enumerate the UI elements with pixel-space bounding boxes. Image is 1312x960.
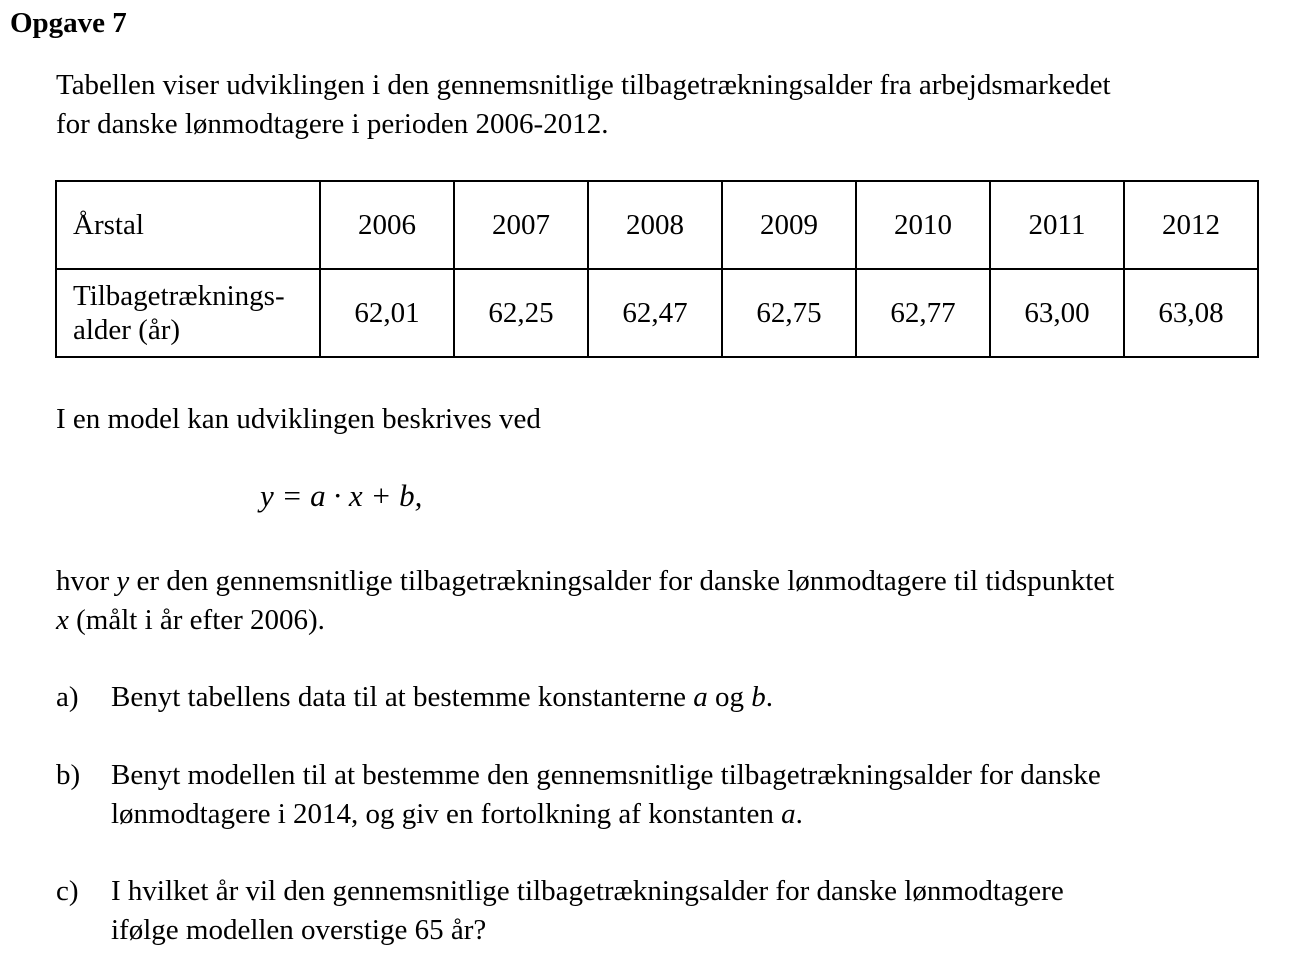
table-cell-year: 2007 <box>454 181 588 269</box>
table-cell-year: 2006 <box>320 181 454 269</box>
model-intro-text: I en model kan udviklingen beskrives ved <box>56 403 541 435</box>
explanation-line-1 <box>56 562 1114 601</box>
retirement-age-table <box>55 180 1259 358</box>
variable-b: b <box>751 681 766 713</box>
explanation-text: (målt i år efter 2006). <box>68 604 325 636</box>
question-text-part: . <box>795 798 803 830</box>
question-text-line-2: ifølge modellen overstige 65 år? <box>111 914 487 946</box>
variable-y: y <box>116 565 130 597</box>
exercise-heading: Opgave 7 <box>10 7 127 39</box>
intro-paragraph <box>56 66 1111 144</box>
intro-line-2: for danske lønmodtagere i perioden 2006-2012. <box>56 108 609 140</box>
model-formula: y = a · x + b, <box>260 478 423 513</box>
table-header-year: Årstal <box>56 181 320 269</box>
table-cell-age: 62,25 <box>454 269 588 357</box>
variable-x: x <box>56 604 69 636</box>
table-cell-age: 62,01 <box>320 269 454 357</box>
table-cell-year: 2012 <box>1124 181 1258 269</box>
question-text <box>111 756 1101 834</box>
table-cell-year: 2010 <box>856 181 990 269</box>
question-text-part: Benyt tabellens data til at bestemme konstanterne <box>111 681 694 713</box>
explanation-line-2 <box>56 601 1114 640</box>
table-cell-age: 63,00 <box>990 269 1124 357</box>
intro-line-1: Tabellen viser udviklingen i den gennemsnitlige tilbagetrækningsalder fra arbejdsmarkedet <box>56 69 1111 101</box>
variable-explanation <box>56 562 1114 640</box>
question-label: a) <box>56 681 79 713</box>
table-cell-age: 62,77 <box>856 269 990 357</box>
question-text <box>111 872 1064 950</box>
table-header-age-line-1: Tilbagetræknings- <box>73 280 285 312</box>
table-header-age-line-2: alder (år) <box>73 314 181 346</box>
question-text-line-1: I hvilket år vil den gennemsnitlige tilbagetrækningsalder for danske lønmodtagere <box>111 875 1064 907</box>
question-text-line-1: Benyt modellen til at bestemme den gennemsnitlige tilbagetrækningsalder for danske <box>111 759 1101 791</box>
question-label: b) <box>56 759 81 791</box>
table-row-years <box>56 181 1258 269</box>
question-text-part: lønmodtagere i 2014, og giv en fortolkning af konstanten <box>111 798 782 830</box>
table-cell-age: 62,75 <box>722 269 856 357</box>
table-cell-age: 62,47 <box>588 269 722 357</box>
table-cell-age: 63,08 <box>1124 269 1258 357</box>
question-text <box>111 678 773 717</box>
question-label: c) <box>56 875 79 907</box>
question-text-part: og <box>707 681 752 713</box>
question-text-line-2 <box>111 795 1101 834</box>
variable-a: a <box>781 798 796 830</box>
explanation-text: hvor <box>56 565 117 597</box>
table-row-ages <box>56 269 1258 357</box>
variable-a: a <box>693 681 708 713</box>
question-text-part: . <box>765 681 773 713</box>
table-cell-year: 2009 <box>722 181 856 269</box>
table-cell-year: 2008 <box>588 181 722 269</box>
explanation-text: er den gennemsnitlige tilbagetrækningsalder for danske lønmodtagere til tidspunktet <box>129 565 1115 597</box>
table-header-age <box>56 269 320 357</box>
table-cell-year: 2011 <box>990 181 1124 269</box>
